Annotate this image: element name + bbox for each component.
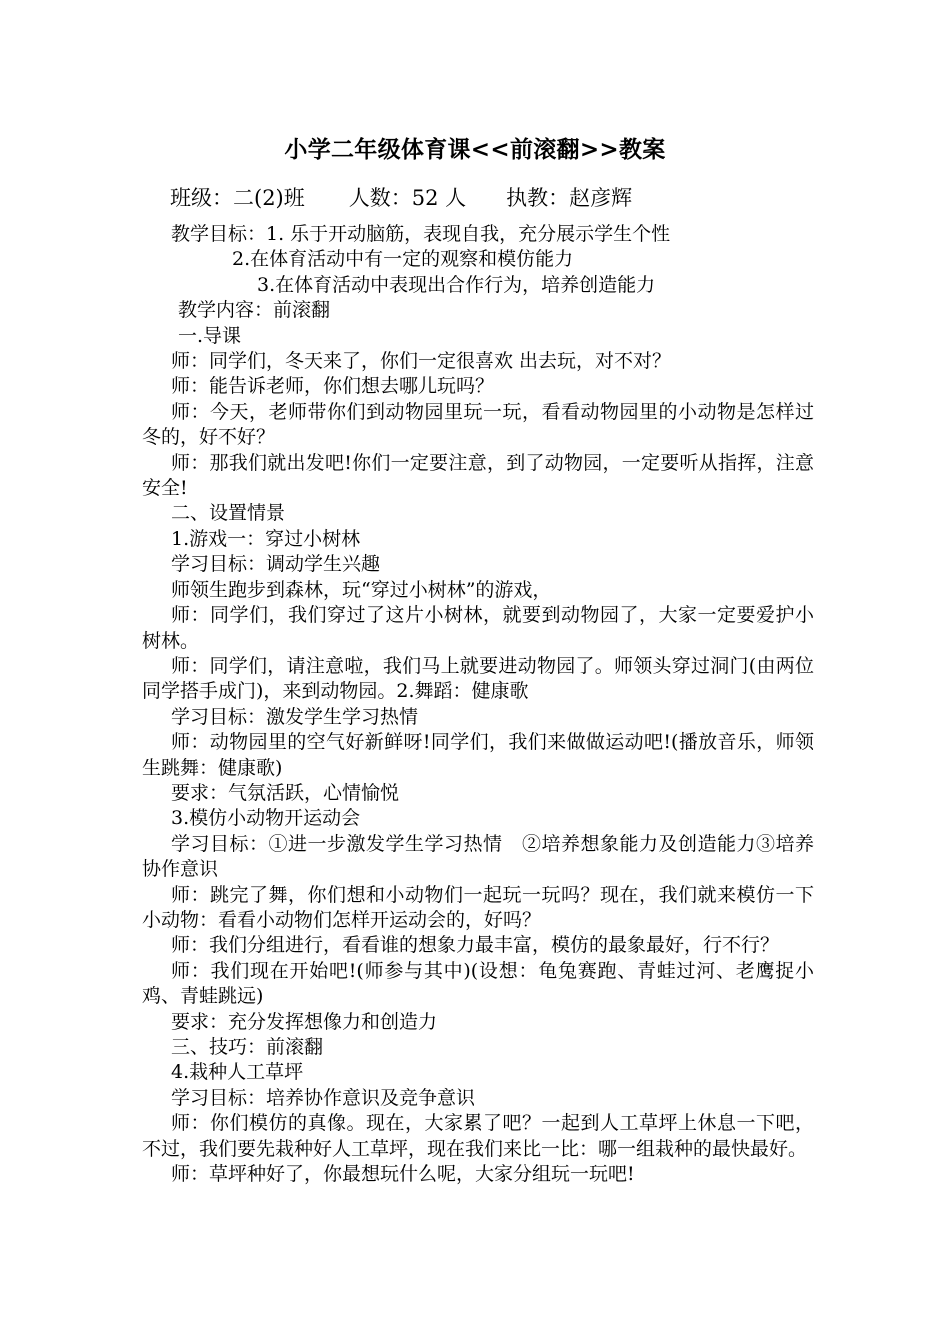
paragraph: 师：今天，老师带你们到动物园里玩一玩，看看动物园里的小动物是怎样过冬的，好不好？: [142, 400, 814, 449]
class-info-line: [170, 182, 632, 214]
paragraph: 学习目标：培养协作意识及竞争意识: [171, 1086, 476, 1109]
paragraph: 师：跳完了舞，你们想和小动物们一起玩一玩吗？现在，我们就来模仿一下小动物：看看小动物们怎样开运动会的，好吗？: [142, 883, 814, 931]
paragraph: 师：同学们，请注意啦，我们马上就要进动物园了。师领头穿过洞门(由两位同学搭手成门)，来到动物园。2.舞蹈：健康歌: [142, 654, 814, 703]
teaching-goal-2: 2.在体育活动中有一定的观察和模仿能力: [232, 248, 574, 271]
paragraph: 学习目标：激发学生学习热情: [171, 705, 419, 728]
paragraph: 师：我们分组进行，看看谁的想象力最丰富，模仿的最象最好，行不行？: [171, 934, 780, 957]
paragraph: 师领生跑步到森林，玩“穿过小树林”的游戏，: [171, 578, 552, 601]
teacher-name: 执教：赵彦辉: [506, 186, 633, 210]
paragraph: 学习目标：①进一步激发学生学习热情 ②培养想象能力及创造能力③培养协作意识: [142, 832, 814, 881]
paragraph: 教学内容：前滚翻: [178, 299, 331, 322]
document-body: [142, 222, 814, 1187]
document-title: 小学二年级体育课<<前滚翻>>教案: [284, 136, 666, 163]
paragraph: 要求：气氛活跃，心情愉悦: [171, 781, 400, 804]
paragraph: 师：你们模仿的真像。现在，大家累了吧？一起到人工草坪上休息一下吧，不过，我们要先栽种好人工草坪，现在我们来比一比：哪一组栽种的最快最好。: [142, 1112, 814, 1160]
paragraph: 学习目标：调动学生兴趣: [171, 553, 381, 576]
teaching-goal-1: 教学目标：1. 乐于开动脑筋，表现自我，充分展示学生个性: [171, 223, 671, 245]
teaching-goal-3: 3.在体育活动中表现出合作行为，培养创造能力: [257, 273, 656, 296]
paragraph: 师：我们现在开始吧!(师参与其中)(设想：龟兔赛跑、青蛙过河、老鹰捉小鸡、青蛙跳远): [142, 959, 814, 1008]
paragraph: 3.模仿小动物开运动会: [171, 807, 361, 830]
section-heading: 一.导课: [178, 324, 242, 347]
paragraph: 师：同学们，冬天来了，你们一定很喜欢 出去玩，对不对？: [171, 350, 672, 373]
paragraph: 师：动物园里的空气好新鲜呀!同学们，我们来做做运动吧!(播放音乐，师领生跳舞：健康歌): [142, 731, 814, 779]
paragraph: 师：同学们，我们穿过了这片小树林，就要到动物园了，大家一定要爱护小树林。: [142, 604, 814, 652]
paragraph: 4.栽种人工草坪: [171, 1061, 304, 1084]
paragraph: 师：能告诉老师，你们想去哪儿玩吗？: [171, 375, 495, 398]
paragraph: 师：草坪种好了，你最想玩什么呢，大家分组玩一玩吧!: [171, 1163, 635, 1186]
class-label: 班级：二(2)班: [170, 186, 305, 210]
section-heading: 三、技巧：前滚翻: [171, 1036, 324, 1058]
paragraph: 要求：充分发挥想像力和创造力: [171, 1010, 438, 1033]
section-heading: 二、设置情景: [171, 502, 286, 525]
paragraph: 1.游戏一：穿过小树林: [171, 527, 361, 550]
student-count: 人数：52 人: [348, 186, 467, 210]
paragraph: 师：那我们就出发吧!你们一定要注意，到了动物园，一定要听从指挥，注意安全!: [142, 451, 814, 500]
